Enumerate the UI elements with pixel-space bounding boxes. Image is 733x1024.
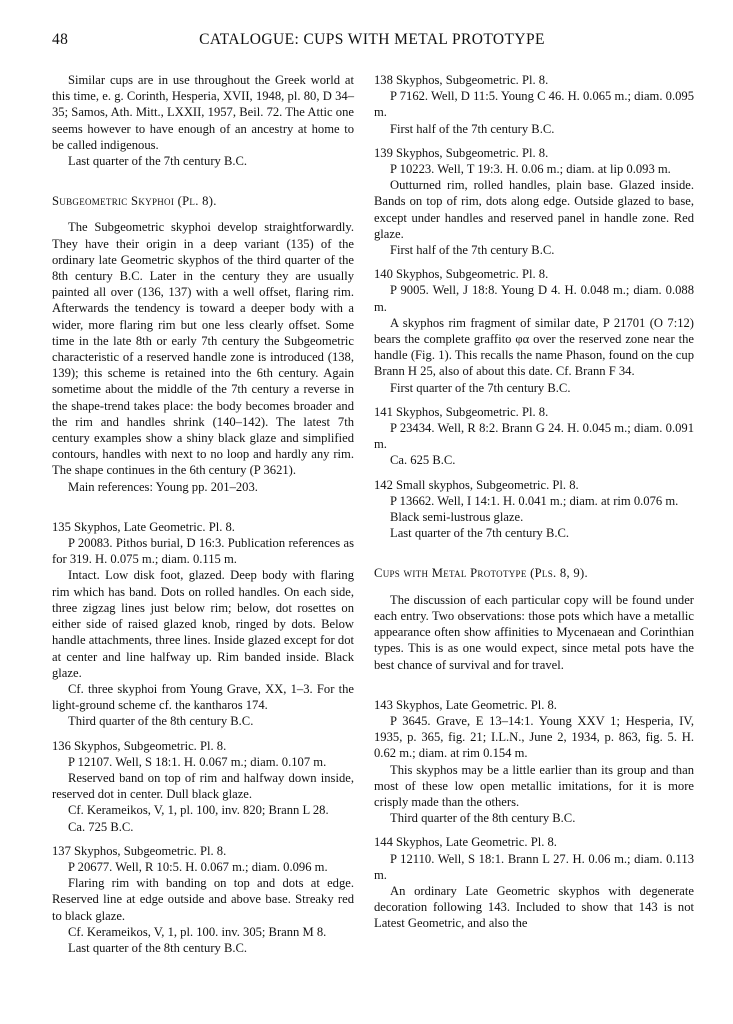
entry-heading: 137 Skyphos, Subgeometric. Pl. 8. — [52, 843, 227, 858]
entry-line: Intact. Low disk foot, glazed. Deep body with flaring rim which has band. Dots on rolled handles. On each side, three zigzag lines just below rim; below, dot rosettes on either side of raised glazed knob, ringed by dots. Below handle attachments, three lines. Inside glazed except for dot at center and line halfway up. Rim banded inside. Black glaze. — [52, 568, 354, 680]
entry-heading: 135 Skyphos, Late Geometric. Pl. 8. — [52, 519, 235, 534]
left-column — [52, 72, 354, 956]
catalogue-entry-142 — [374, 477, 694, 542]
entry-line: P 20677. Well, R 10:5. H. 0.067 m.; diam. 0.096 m. — [68, 859, 328, 874]
entry-line: P 10223. Well, T 19:3. H. 0.06 m.; diam. at lip 0.093 m. — [390, 162, 671, 177]
entry-heading: 141 Skyphos, Subgeometric. Pl. 8. — [374, 404, 549, 419]
entry-line: Cf. three skyphoi from Young Grave, XX, 1–3. For the light-ground scheme cf. the kantharos 174. — [52, 681, 354, 713]
catalogue-entry-136 — [52, 738, 354, 835]
entry-line: Reserved band on top of rim and halfway down inside, reserved dot in center. Dull black glaze. — [52, 770, 354, 802]
entry-line: P 9005. Well, J 18:8. Young D 4. H. 0.048 m.; diam. 0.088 m. — [374, 283, 694, 314]
entry-date: Last quarter of the 8th century B.C. — [68, 940, 248, 955]
entry-date: First half of the 7th century B.C. — [390, 121, 555, 136]
entry-heading: 138 Skyphos, Subgeometric. Pl. 8. — [374, 73, 549, 87]
catalogue-entry-135 — [52, 519, 354, 730]
entry-heading: 140 Skyphos, Subgeometric. Pl. 8. — [374, 267, 549, 282]
right-column — [374, 72, 694, 932]
entry-line: Flaring rim with banding on top and dots at edge. Reserved line at edge outside and above base. Streaky red to black glaze. — [52, 876, 354, 923]
entry-heading: 136 Skyphos, Subgeometric. Pl. 8. — [52, 738, 227, 753]
main-references: Main references: Young pp. 201–203. — [68, 479, 258, 494]
entry-heading: 142 Small skyphos, Subgeometric. Pl. 8. — [374, 477, 579, 492]
entry-line: P 13662. Well, I 14:1. H. 0.041 m.; diam. at rim 0.076 m. — [390, 493, 679, 508]
section-paragraph: The discussion of each particular copy will be found under each entry. Two observations: those pots which have a metallic appearance often show affinities to Mycenaean and Corinthian types. This is as one would expect, since metal pots have the best chance of survival and for travel. — [374, 592, 694, 672]
entry-date: Third quarter of the 8th century B.C. — [390, 811, 576, 826]
entry-line: P 20083. Pithos burial, D 16:3. Publication references as for 319. H. 0.075 m.; diam. 0.115 m. — [52, 536, 354, 567]
entry-heading: 139 Skyphos, Subgeometric. Pl. 8. — [374, 145, 549, 160]
entry-line: Black semi-lustrous glaze. — [390, 510, 524, 525]
catalogue-entry-137 — [52, 843, 354, 956]
catalogue-entry-139 — [374, 145, 694, 258]
entry-line: P 12107. Well, S 18:1. H. 0.067 m.; diam. 0.107 m. — [68, 754, 327, 769]
entry-heading: 143 Skyphos, Late Geometric. Pl. 8. — [374, 697, 557, 712]
catalogue-entry-138 — [374, 72, 694, 137]
catalogue-entry-143 — [374, 697, 694, 827]
entry-line: Cf. Kerameikos, V, 1, pl. 100. inv. 305; Brann M 8. — [68, 924, 327, 939]
running-head: CATALOGUE: CUPS WITH METAL PROTOTYPE — [199, 31, 545, 48]
intro-date: Last quarter of the 7th century B.C. — [68, 154, 248, 169]
entry-line: This skyphos may be a little earlier than its group and than most of these low open metallic imitations, for it is more crisply made than the others. — [374, 762, 694, 809]
section-paragraph: The Subgeometric skyphoi develop straightforwardly. They have their origin in a deep variant (135) of the ordinary late Geometric skyphos of the third quarter of the 8th century B.C. Later in the century they are usually painted all over (136, 137) with a well offset, flaring rim. Afterwards the tendency is toward a deeper body with a wider, more flaring rim but one less clearly offset. Some time in the late 8th or early 7th century the Subgeometric characteristic of a reserved handle zone is introduced (138, 139); this scheme is retained into the 6th century. Again sometime about the middle of the 7th century a reverse in the shape-trend takes place: the body becomes broader and the rim and handles shrink (140–142). The latest 7th century examples show a shiny black glaze and simplified contours, handles with next to no loop and hardly any rim. The shape continues in the 6th century (P 3621). — [52, 220, 354, 478]
entry-line: A skyphos rim fragment of similar date, P 21701 (O 7:12) bears the complete graffito φα over the reserved zone near the handle (Fig. 1). This recalls the name Phason, found on the cup Brann H 25, also of about this date. Cf. Brann F 34. — [374, 315, 694, 379]
catalogue-entry-140 — [374, 266, 694, 396]
entry-heading: 144 Skyphos, Late Geometric. Pl. 8. — [374, 835, 557, 850]
entry-date: Last quarter of the 7th century B.C. — [390, 526, 570, 541]
entry-date: First half of the 7th century B.C. — [390, 243, 555, 258]
catalogue-entry-144 — [374, 834, 694, 931]
entry-line: P 23434. Well, R 8:2. Brann G 24. H. 0.045 m.; diam. 0.091 m. — [374, 421, 694, 452]
section-title-metal-prototype: Cups with Metal Prototype (Pls. 8, 9). — [374, 566, 588, 581]
entry-date: Third quarter of the 8th century B.C. — [68, 714, 254, 729]
entry-date: First quarter of the 7th century B.C. — [390, 380, 571, 395]
section-title-subgeometric: Subgeometric Skyphoi (Pl. 8). — [52, 194, 217, 209]
entry-date: Ca. 625 B.C. — [390, 453, 456, 468]
page-number: 48 — [52, 31, 69, 48]
entry-line: Outturned rim, rolled handles, plain base. Glazed inside. Bands on top of rim, dots along edge. Outside glazed to base, except under handles and reserved panel in handle zone. Red glaze. — [374, 178, 694, 241]
entry-date: Ca. 725 B.C. — [68, 819, 134, 834]
entry-line: P 12110. Well, S 18:1. Brann L 27. H. 0.06 m.; diam. 0.113 m. — [374, 851, 694, 882]
intro-paragraph: Similar cups are in use throughout the Greek world at this time, e. g. Corinth, Hesperia, XVII, 1948, pl. 80, D 34–35; Samos, Ath. Mitt., LXXII, 1957, Beil. 72. The Attic one seems however to have enough of an ancestry at home to be called indigenous. — [52, 73, 354, 152]
entry-line: Cf. Kerameikos, V, 1, pl. 100, inv. 820; Brann L 28. — [68, 803, 329, 818]
entry-line: An ordinary Late Geometric skyphos with degenerate decoration following 143. Included to show that 143 is not Latest Geometric, and also the — [374, 883, 694, 931]
entry-line: P 3645. Grave, E 13–14:1. Young XXV 1; Hesperia, IV, 1935, p. 365, fig. 21; I.L.N., June 2, 1934, p. 863, fig. 5. H. 0.62 m.; diam. at rim 0.154 m. — [374, 713, 694, 761]
entry-line: P 7162. Well, D 11:5. Young C 46. H. 0.065 m.; diam. 0.095 m. — [374, 89, 694, 120]
catalogue-entry-141 — [374, 404, 694, 469]
